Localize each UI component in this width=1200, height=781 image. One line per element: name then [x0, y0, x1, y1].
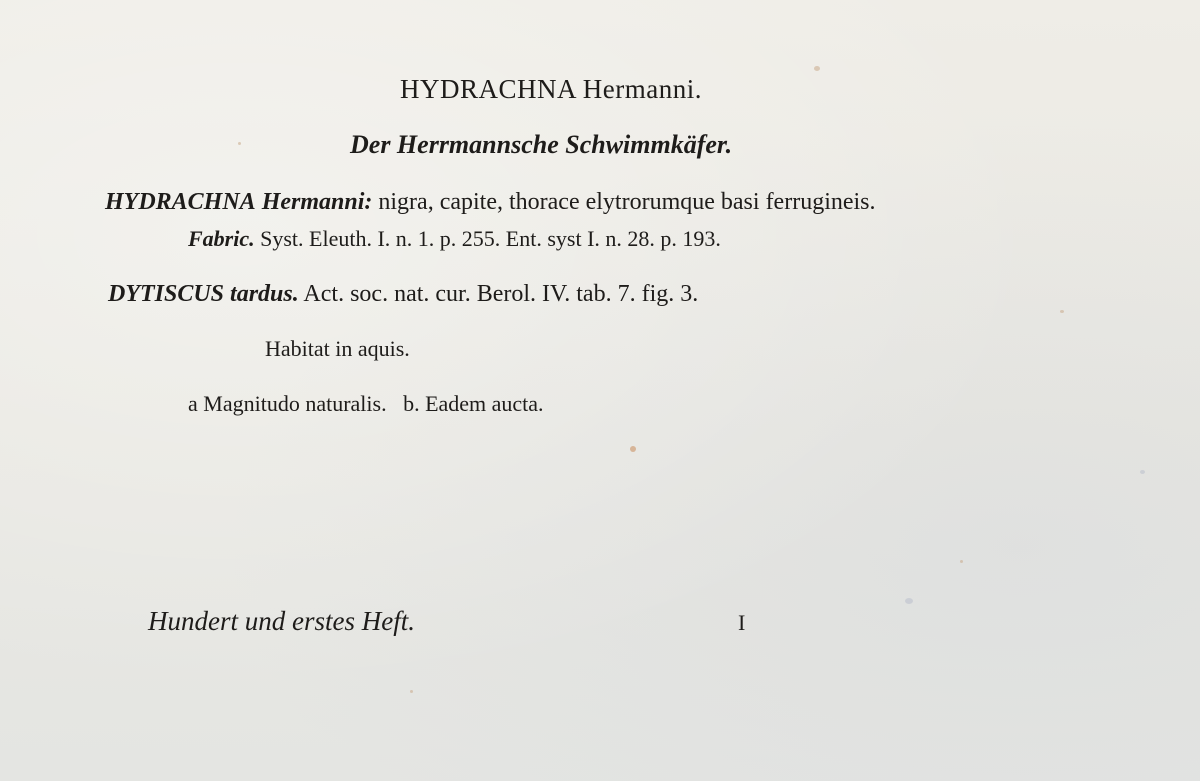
paper-fleck: [1060, 310, 1064, 313]
figure-legend: a Magnitudo naturalis. b. Eadem aucta.: [188, 391, 544, 416]
entry-species: tardus.: [230, 281, 299, 307]
paper-fleck: [238, 142, 241, 145]
habitat-line: Habitat in aquis.: [265, 336, 410, 361]
paper-fleck: [905, 598, 913, 604]
paper-fleck: [410, 690, 413, 693]
signature-mark: I: [738, 610, 746, 635]
synonym-reference-fabric: [188, 228, 721, 250]
reference-text: Syst. Eleuth. I. n. 1. p. 255. Ent. syst I. n. 28. p. 193.: [260, 226, 721, 251]
paper-fleck: [960, 560, 963, 563]
page-title: HYDRACHNA Hermanni.: [400, 74, 702, 104]
issue-footer: Hundert und erstes Heft.: [148, 606, 415, 636]
reference-text: Act. soc. nat. cur. Berol. IV. tab. 7. fig. 3.: [303, 281, 699, 307]
paper-fleck: [814, 66, 820, 71]
entry-species: Hermanni:: [261, 189, 373, 215]
entry-genus: HYDRACHNA: [105, 189, 256, 215]
paper-fleck: [1140, 470, 1145, 474]
entry-genus: DYTISCUS: [108, 281, 225, 307]
page-subtitle: Der Herrmannsche Schwimmkäfer.: [350, 130, 733, 159]
paper-fleck: [630, 446, 636, 452]
synonym-entry-hydrachna: [105, 190, 876, 214]
synonym-entry-dytiscus: [108, 282, 698, 306]
entry-description: nigra, capite, thorace elytrorumque basi ferrugineis.: [378, 189, 876, 215]
reference-label: Fabric.: [188, 226, 255, 251]
